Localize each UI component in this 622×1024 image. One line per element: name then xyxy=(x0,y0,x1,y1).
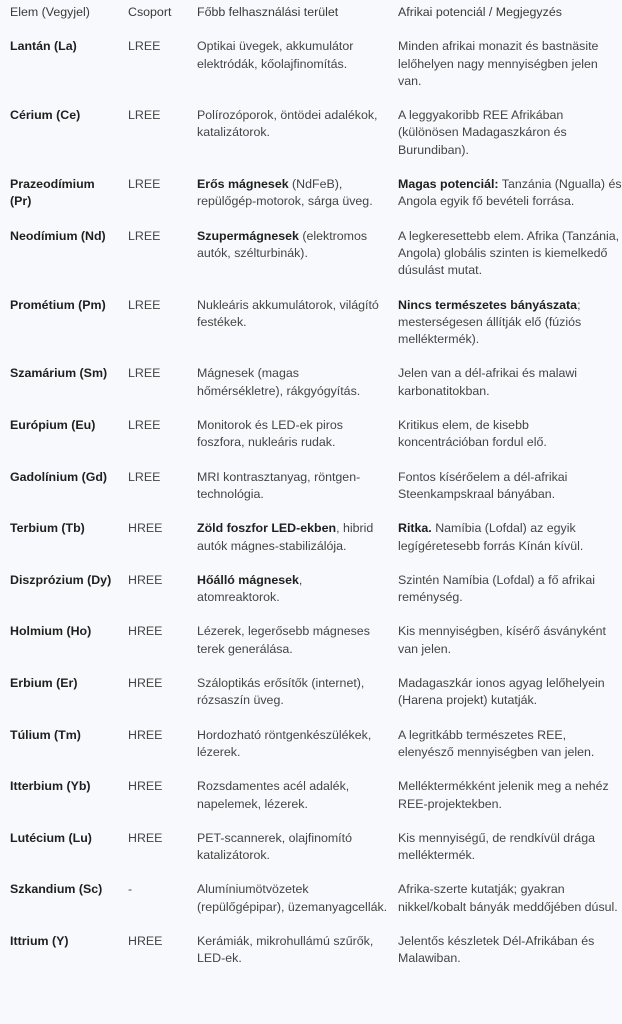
header-element: Elem (Vegyjel) xyxy=(10,5,90,19)
note-cell xyxy=(388,727,622,779)
element-cell: Szamárium (Sm) xyxy=(10,366,108,381)
note-cell xyxy=(388,38,622,107)
note-cell xyxy=(388,933,622,985)
header-use: Főbb felhasználási terület xyxy=(197,5,339,19)
element-cell: Európium (Eu) xyxy=(10,418,96,433)
group-cell: HREE xyxy=(128,830,163,845)
table-row xyxy=(0,297,622,366)
group-cell: HREE xyxy=(128,779,163,794)
use-cell xyxy=(187,38,388,107)
use-text: Polírozóporok, öntödei adalékok, katalizátorok. xyxy=(197,108,378,140)
note-cell xyxy=(388,365,622,417)
note-text: Namíbia (Lofdal) az egyik legígéretesebb forrás Kínán kívül. xyxy=(398,521,584,553)
element-cell: Szkandium (Sc) xyxy=(10,882,103,897)
use-text: Kerámiák, mikrohullámú szűrők, LED-ek. xyxy=(197,933,374,966)
use-text: Alumíniumötvözetek (repülőgépipar), üzemanyagcellák. xyxy=(197,882,388,914)
table-row xyxy=(0,881,622,933)
note-text: Madagaszkár ionos agyag lelőhelyein (Harena projekt) kutatják. xyxy=(398,676,605,708)
note-text: A leggyakoribb REE Afrikában (különösen Madagaszkáron és Burundiban). xyxy=(398,108,567,157)
use-cell xyxy=(187,933,388,985)
element-cell: Lantán (La) xyxy=(10,39,77,54)
use-text: Száloptikás erősítők (internet), rózsaszín üveg. xyxy=(197,676,365,708)
element-cell: Erbium (Er) xyxy=(10,676,78,691)
use-text: , atomreaktorok. xyxy=(197,572,303,605)
group-cell: LREE xyxy=(128,418,161,433)
note-cell xyxy=(388,623,622,675)
group-cell: LREE xyxy=(128,39,161,54)
use-emphasis: Zöld foszfor LED-ekben xyxy=(197,521,337,536)
table-row xyxy=(0,38,622,107)
note-cell xyxy=(388,675,622,727)
use-cell xyxy=(187,830,388,882)
use-text: Mágnesek (magas hőmérsékletre), rákgyógyítás. xyxy=(197,366,361,398)
use-cell xyxy=(187,675,388,727)
group-cell: HREE xyxy=(128,727,163,742)
table-row xyxy=(0,623,622,675)
use-text: (elektromos autók, szélturbinák). xyxy=(197,228,368,260)
table-header-row xyxy=(0,0,622,38)
use-text: Nukleáris akkumulátorok, világító festékek. xyxy=(197,297,379,329)
group-cell: LREE xyxy=(128,108,161,123)
note-text: Afrika-szerte kutatják; gyakran nikkel/kobalt bányák meddőjében dúsul. xyxy=(398,882,618,914)
use-emphasis: Erős mágnesek xyxy=(197,177,289,192)
table-row xyxy=(0,572,622,624)
table-row xyxy=(0,520,622,572)
note-text: Kis mennyiségű, de rendkívül drága melléktermék. xyxy=(398,830,595,863)
table-row xyxy=(0,107,622,176)
note-text: Kis mennyiségben, kísérő ásványként van jelen. xyxy=(398,624,606,656)
table-row xyxy=(0,933,622,985)
note-cell xyxy=(388,572,622,624)
note-cell xyxy=(388,830,622,882)
group-cell: LREE xyxy=(128,177,161,192)
note-cell xyxy=(388,520,622,572)
note-emphasis: Nincs természetes bányászata xyxy=(398,297,578,312)
note-text: A legritkább természetes REE, elenyésző mennyiségben van jelen. xyxy=(398,727,595,759)
table-row xyxy=(0,417,622,469)
note-emphasis: Magas potenciál: xyxy=(398,177,499,192)
table-row xyxy=(0,727,622,779)
use-emphasis: Hőálló mágnesek xyxy=(197,572,299,587)
table-row xyxy=(0,469,622,521)
group-cell: LREE xyxy=(128,297,161,312)
table-row xyxy=(0,675,622,727)
table-row xyxy=(0,176,622,228)
use-cell xyxy=(187,297,388,366)
note-text: Tanzánia (Ngualla) és Angola egyik fő bevételi forrása. xyxy=(398,177,622,209)
table-row xyxy=(0,830,622,882)
use-text: Lézerek, legerősebb mágneses terek generálása. xyxy=(197,624,370,656)
use-cell xyxy=(187,417,388,469)
note-text: Jelentős készletek Dél-Afrikában és Malawiban. xyxy=(398,933,595,966)
note-text: Jelen van a dél-afrikai és malawi karbonatitokban. xyxy=(398,366,578,398)
header-group: Csoport xyxy=(128,5,172,19)
element-cell: Gadolínium (Gd) xyxy=(10,469,108,484)
header-note: Afrikai potenciál / Megjegyzés xyxy=(398,5,562,19)
note-cell xyxy=(388,778,622,830)
note-cell xyxy=(388,881,622,933)
note-text: ; mesterségesen állítják elő (fúziós melléktermék). xyxy=(398,297,582,347)
note-text: Melléktermékként jelenik meg a nehéz REE-projektekben. xyxy=(398,779,609,811)
element-cell: Cérium (Ce) xyxy=(10,108,81,123)
element-cell: Ittrium (Y) xyxy=(10,933,69,948)
group-cell: LREE xyxy=(128,228,161,243)
element-cell: Prazeodímium (Pr) xyxy=(10,177,95,209)
group-cell: HREE xyxy=(128,572,163,587)
use-text: MRI kontrasztanyag, röntgen-technológia. xyxy=(197,469,361,501)
use-text: (NdFeB), repülőgép-motorok, sárga üveg. xyxy=(197,177,373,209)
group-cell: LREE xyxy=(128,366,161,381)
use-cell xyxy=(187,778,388,830)
use-emphasis: Szupermágnesek xyxy=(197,228,299,243)
element-cell: Prométium (Pm) xyxy=(10,297,106,312)
note-text: A legkeresettebb elem. Afrika (Tanzánia, Angola) globális szinten is kiemelkedő dúsulást mutat. xyxy=(398,228,620,278)
note-cell xyxy=(388,107,622,176)
note-emphasis: Ritka. xyxy=(398,521,432,536)
use-cell xyxy=(187,623,388,675)
use-cell xyxy=(187,176,388,228)
use-cell xyxy=(187,365,388,417)
group-cell: HREE xyxy=(128,933,163,948)
group-cell: HREE xyxy=(128,624,163,639)
table-row xyxy=(0,365,622,417)
use-text: PET-scannerek, olajfinomító katalizátorok. xyxy=(197,830,352,863)
element-cell: Túlium (Tm) xyxy=(10,727,81,742)
use-text: , hibrid autók mágnes-stabilizálója. xyxy=(197,521,374,553)
table-body xyxy=(0,38,622,984)
note-cell xyxy=(388,469,622,521)
element-cell: Terbium (Tb) xyxy=(10,521,85,536)
group-cell: HREE xyxy=(128,521,163,536)
use-text: Optikai üvegek, akkumulátor elektródák, kőolajfinomítás. xyxy=(197,39,354,71)
element-cell: Holmium (Ho) xyxy=(10,624,92,639)
element-cell: Lutécium (Lu) xyxy=(10,830,92,845)
group-cell: HREE xyxy=(128,676,163,691)
note-text: Szintén Namíbia (Lofdal) a fő afrikai reménység. xyxy=(398,572,595,605)
note-cell xyxy=(388,417,622,469)
group-cell: - xyxy=(128,882,133,897)
note-text: Minden afrikai monazit és bastnäsite lelőhelyen nagy mennyiségben jelen van. xyxy=(398,39,599,88)
table-row xyxy=(0,228,622,297)
element-cell: Itterbium (Yb) xyxy=(10,779,91,794)
use-cell xyxy=(187,572,388,624)
use-cell xyxy=(187,727,388,779)
group-cell: LREE xyxy=(128,469,161,484)
use-text: Hordozható röntgenkészülékek, lézerek. xyxy=(197,727,372,759)
note-cell xyxy=(388,297,622,366)
use-cell xyxy=(187,107,388,176)
table-row xyxy=(0,778,622,830)
element-cell: Neodímium (Nd) xyxy=(10,228,106,243)
note-text: Fontos kísérőelem a dél-afrikai Steenkampskraal bányában. xyxy=(398,469,568,501)
use-text: Rozsdamentes acél adalék, napelemek, lézerek. xyxy=(197,779,350,811)
note-cell xyxy=(388,176,622,228)
use-cell xyxy=(187,881,388,933)
use-cell xyxy=(187,520,388,572)
element-cell: Diszprózium (Dy) xyxy=(10,572,112,587)
use-cell xyxy=(187,469,388,521)
use-text: Monitorok és LED-ek piros foszfora, nukleáris rudak. xyxy=(197,418,343,450)
note-text: Kritikus elem, de kisebb koncentrációban fordul elő. xyxy=(398,418,547,450)
note-cell xyxy=(388,228,622,297)
use-cell xyxy=(187,228,388,297)
